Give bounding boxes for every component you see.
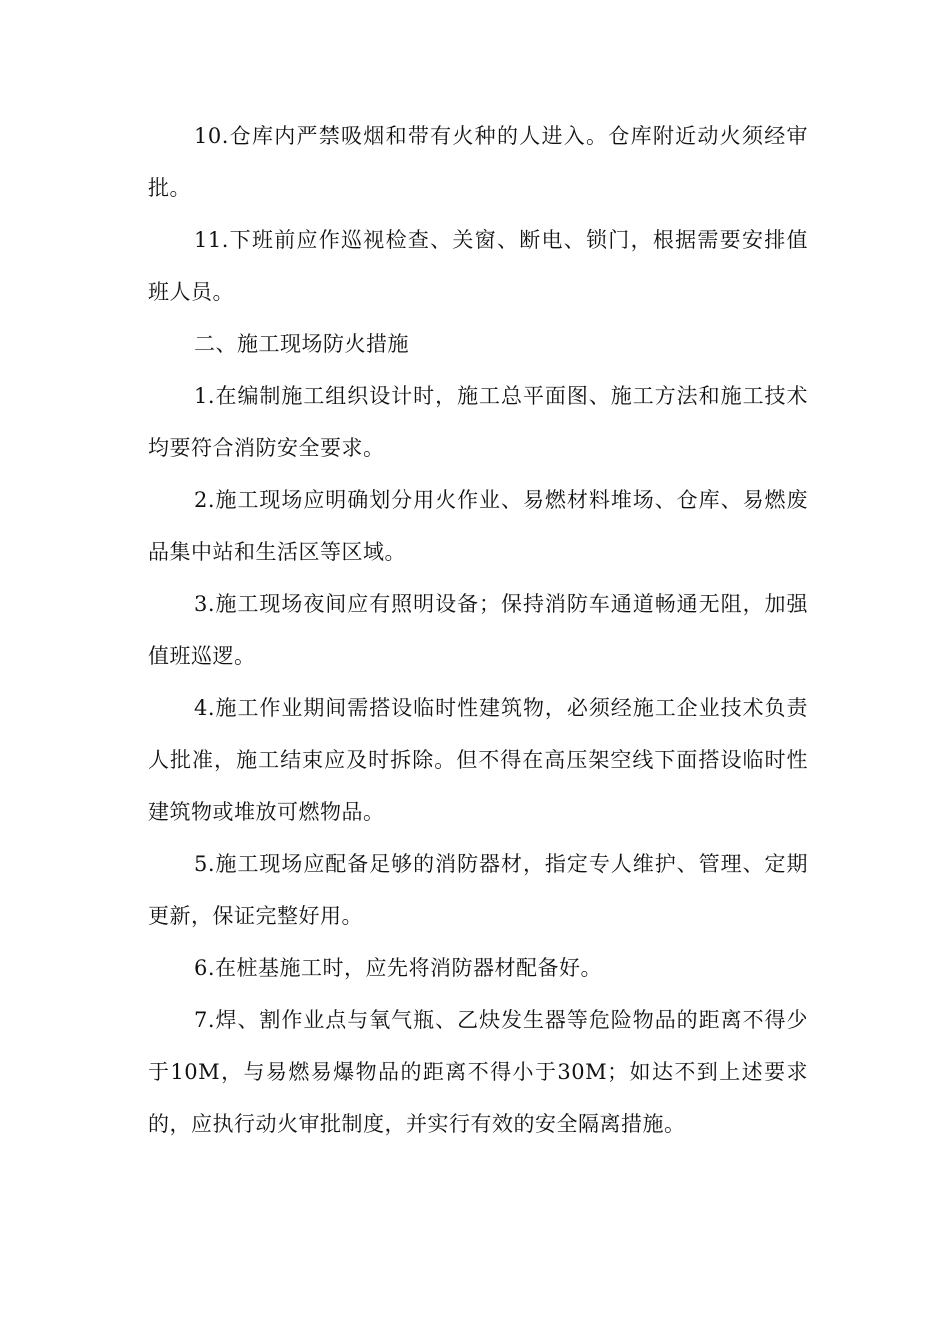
paragraph-item-3: 3.施工现场夜间应有照明设备；保持消防车通道畅通无阻，加强值班巡逻。 bbox=[148, 592, 808, 668]
section-heading-fire-measures: 二、施工现场防火措施 bbox=[194, 332, 409, 356]
paragraph-item-10: 10.仓库内严禁吸烟和带有火种的人进入。仓库附近动火须经审批。 bbox=[148, 124, 808, 200]
paragraph-item-6: 6.在桩基施工时，应先将消防器材配备好。 bbox=[194, 956, 603, 980]
paragraph-item-11: 11.下班前应作巡视检查、关窗、断电、锁门，根据需要安排值班人员。 bbox=[148, 228, 808, 304]
paragraph-item-4: 4.施工作业期间需搭设临时性建筑物，必须经施工企业技术负责人批准，施工结束应及时拆除。但不得在高压架空线下面搭设临时性建筑物或堆放可燃物品。 bbox=[148, 696, 808, 824]
paragraph-item-7: 7.焊、割作业点与氧气瓶、乙炔发生器等危险物品的距离不得少于10M，与易燃易爆物品的距离不得小于30M；如达不到上述要求的，应执行动火审批制度，并实行有效的安全隔离措施。 bbox=[148, 1008, 808, 1136]
document-body bbox=[148, 110, 808, 1150]
paragraph-item-1: 1.在编制施工组织设计时，施工总平面图、施工方法和施工技术均要符合消防安全要求。 bbox=[148, 384, 808, 460]
paragraph-item-5: 5.施工现场应配备足够的消防器材，指定专人维护、管理、定期更新，保证完整好用。 bbox=[148, 852, 808, 928]
paragraph-item-2: 2.施工现场应明确划分用火作业、易燃材料堆场、仓库、易燃废品集中站和生活区等区域。 bbox=[148, 488, 808, 564]
